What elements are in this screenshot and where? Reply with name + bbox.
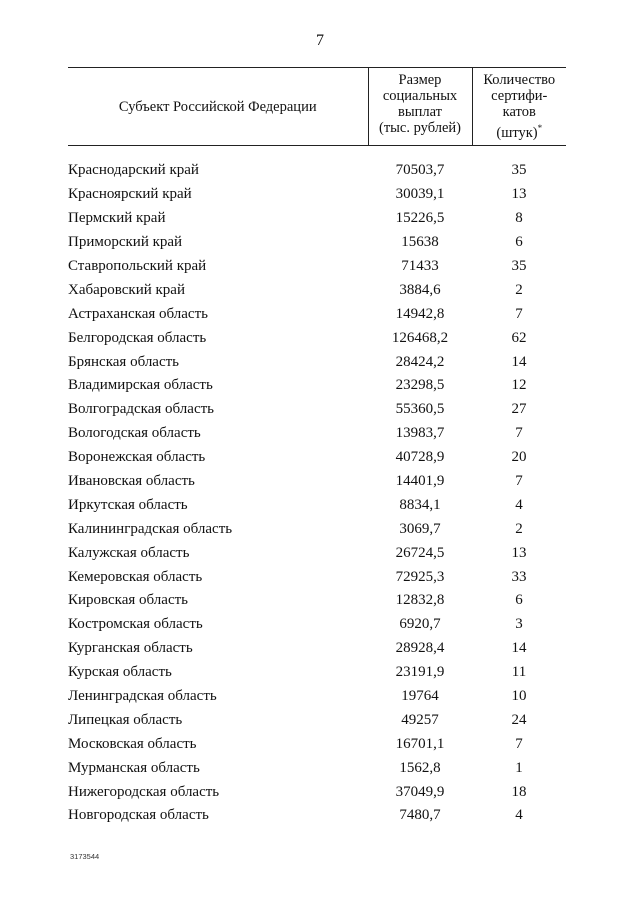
cell-amount: 40728,9: [395, 449, 445, 466]
regions-table: [68, 67, 566, 828]
table-row: [68, 159, 566, 183]
table-row: [68, 398, 566, 422]
cell-region: Калужская область: [68, 544, 190, 561]
cell-count: 11: [511, 664, 527, 681]
header-count-line: катов: [502, 104, 536, 120]
table-row: [68, 637, 566, 661]
table-row: [68, 661, 566, 685]
header-amount-line: выплат: [398, 104, 442, 120]
cell-count: 7: [515, 305, 523, 322]
cell-count: 8: [515, 210, 523, 227]
cell-count: 7: [515, 473, 523, 490]
header-region: Субъект Российской Федерации: [68, 68, 368, 146]
header-count-line: [473, 120, 567, 141]
cell-region: Новгородская область: [68, 807, 209, 824]
cell-count: 6: [515, 234, 523, 251]
cell-region: Иркутская область: [68, 496, 188, 513]
cell-count: 13: [511, 186, 527, 203]
cell-amount: 49257: [401, 711, 439, 728]
cell-region: Мурманская область: [68, 759, 200, 776]
table-row: [68, 517, 566, 541]
cell-amount: 1562,8: [399, 759, 441, 776]
table-row: [68, 278, 566, 302]
header-count-line: сертифи-: [491, 88, 548, 104]
cell-region: Курская область: [68, 664, 172, 681]
cell-count: 1: [515, 759, 523, 776]
cell-region: Ивановская область: [68, 473, 195, 490]
cell-count: 33: [511, 568, 527, 585]
cell-count: 10: [511, 688, 527, 705]
cell-count: 62: [511, 329, 527, 346]
table-header: [68, 68, 566, 146]
table-row: [68, 183, 566, 207]
cell-region: Костромская область: [68, 616, 203, 633]
cell-region: Курганская область: [68, 640, 193, 657]
header-count: [472, 68, 566, 146]
cell-count: 14: [511, 640, 527, 657]
cell-count: 14: [511, 353, 527, 370]
table-row: [68, 207, 566, 231]
cell-amount: 7480,7: [399, 807, 441, 824]
cell-count: 7: [515, 735, 523, 752]
cell-amount: 14401,9: [395, 473, 445, 490]
cell-amount: 16701,1: [395, 735, 445, 752]
cell-count: 3: [515, 616, 523, 633]
cell-amount: 15226,5: [395, 210, 445, 227]
page-number: 7: [316, 32, 324, 49]
cell-region: Московская область: [68, 735, 197, 752]
table-row: [68, 326, 566, 350]
cell-amount: 30039,1: [395, 186, 445, 203]
table-row: [68, 350, 566, 374]
cell-amount: 23191,9: [395, 664, 445, 681]
cell-count: 2: [515, 281, 523, 298]
table-row: [68, 756, 566, 780]
table-row: [68, 422, 566, 446]
cell-amount: 6920,7: [399, 616, 441, 633]
cell-region: Калининградская область: [68, 520, 233, 537]
cell-region: Волгоградская область: [68, 401, 214, 418]
cell-region: Ставропольский край: [68, 258, 207, 274]
table-row: [68, 804, 566, 828]
cell-count: 6: [515, 592, 523, 609]
cell-count: 24: [511, 711, 527, 728]
header-count-line: Количество: [483, 72, 556, 88]
cell-amount: 37049,9: [395, 783, 445, 800]
cell-region: Воронежская область: [68, 449, 206, 466]
cell-amount: 3069,7: [399, 520, 441, 537]
header-amount: [368, 68, 472, 146]
cell-count: 20: [511, 449, 527, 466]
footnote-mark: *: [537, 123, 543, 133]
cell-region: Ленинградская область: [68, 688, 217, 705]
table-row: [68, 708, 566, 732]
cell-amount: 13983,7: [395, 425, 445, 442]
table-row: [68, 685, 566, 709]
cell-region: Хабаровский край: [68, 281, 185, 298]
header-amount-line: (тыс. рублей): [379, 120, 461, 136]
cell-count: 2: [515, 520, 523, 537]
table-row: [68, 780, 566, 804]
cell-amount: 23298,5: [395, 377, 445, 394]
table-row: [68, 541, 566, 565]
document-id: 3173544: [70, 852, 100, 861]
cell-amount: 72925,3: [395, 568, 445, 585]
cell-count: 4: [515, 807, 523, 824]
cell-region: Приморский край: [68, 234, 183, 251]
table-row: [68, 565, 566, 589]
cell-amount: 3884,6: [399, 281, 441, 298]
cell-amount: 26724,5: [395, 544, 445, 561]
cell-region: Краснодарский край: [68, 162, 199, 179]
cell-region: Астраханская область: [68, 305, 208, 322]
cell-region: Кемеровская область: [68, 568, 203, 585]
cell-count: 7: [515, 425, 523, 442]
cell-region: Нижегородская область: [68, 783, 220, 800]
cell-amount: 71433: [401, 258, 439, 274]
cell-amount: 12832,8: [395, 592, 445, 609]
cell-count: 18: [511, 783, 527, 800]
cell-amount: 28424,2: [395, 353, 445, 370]
table-row: [68, 589, 566, 613]
header-amount-line: Размер: [398, 72, 442, 88]
table-row: [68, 255, 566, 279]
cell-amount: 28928,4: [395, 640, 445, 657]
table-row: [68, 613, 566, 637]
table-row: [68, 493, 566, 517]
table-row: [68, 732, 566, 756]
header-count-unit: (штук): [496, 124, 538, 141]
cell-region: Белгородская область: [68, 329, 207, 346]
table-row: [68, 446, 566, 470]
table-row: [68, 374, 566, 398]
cell-amount: 19764: [401, 688, 439, 705]
cell-region: Владимирская область: [68, 377, 213, 394]
table-row: [68, 231, 566, 255]
cell-count: 35: [511, 258, 527, 274]
cell-amount: 55360,5: [395, 401, 445, 418]
cell-count: 4: [515, 496, 523, 513]
table-row: [68, 302, 566, 326]
cell-region: Пермский край: [68, 210, 166, 227]
cell-count: 13: [511, 544, 527, 561]
cell-count: 35: [511, 162, 527, 179]
cell-amount: 14942,8: [395, 305, 445, 322]
cell-region: Кировская область: [68, 592, 189, 609]
header-amount-line: социальных: [382, 88, 458, 104]
cell-count: 12: [511, 377, 527, 394]
cell-count: 27: [511, 401, 527, 418]
cell-amount: 126468,2: [391, 329, 449, 346]
table-row: [68, 470, 566, 494]
cell-amount: 70503,7: [395, 162, 445, 179]
cell-region: Брянская область: [68, 353, 180, 370]
cell-amount: 8834,1: [399, 496, 441, 513]
cell-region: Вологодская область: [68, 425, 201, 442]
table-body: [68, 146, 566, 828]
cell-region: Липецкая область: [68, 711, 183, 728]
cell-region: Красноярский край: [68, 186, 192, 203]
cell-amount: 15638: [401, 234, 439, 251]
